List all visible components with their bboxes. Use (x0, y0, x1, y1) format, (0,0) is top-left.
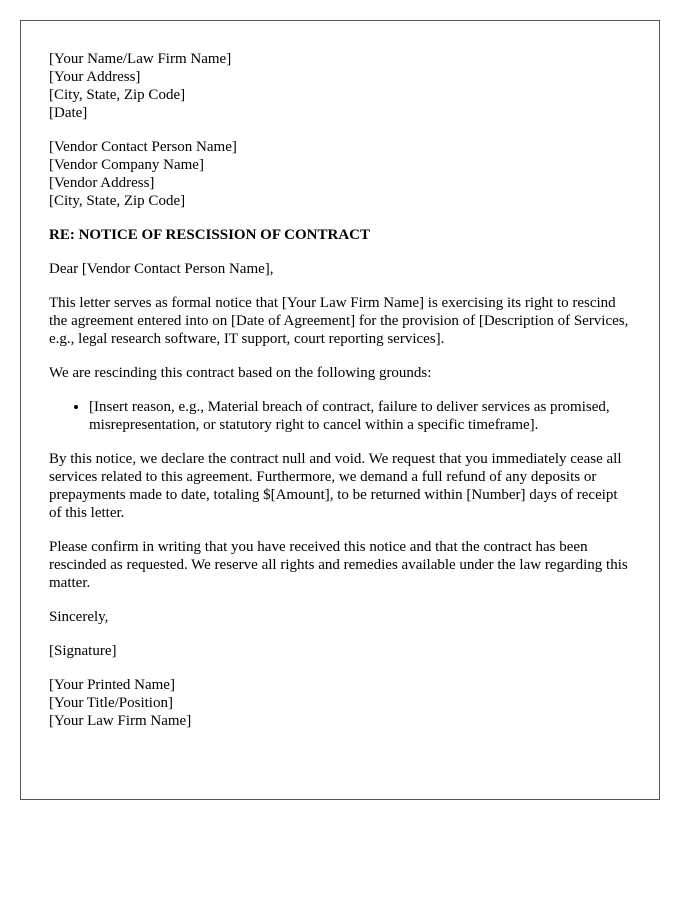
closing: Sincerely, (49, 609, 109, 625)
recipient-contact: [Vendor Contact Person Name] (49, 139, 237, 155)
recipient-address: [Vendor Address] (49, 175, 155, 191)
sender-city-state-zip: [City, State, Zip Code] (49, 87, 186, 103)
intro-paragraph: This letter serves as formal notice that [Your Law Firm Name] is exercising its right to rescind the agreement entered into on [Date of Agreement] for the provision of [Description of Services, e.g., legal research software, IT support, court reporting services]. (49, 295, 629, 347)
recipient-address-block (49, 138, 631, 210)
recipient-city-state-zip: [City, State, Zip Code] (49, 193, 186, 209)
signer-firm: [Your Law Firm Name] (49, 713, 192, 729)
demand-paragraph: By this notice, we declare the contract null and void. We request that you immediately cease all services related to this agreement. Furthermore, we demand a full refund of any deposits or prepayments made to date, totaling $[Amount], to be returned within [Number] days of receipt of this letter. (49, 451, 622, 521)
confirm-paragraph: Please confirm in writing that you have received this notice and that the contract has been rescinded as requested. We reserve all rights and remedies available under the law regarding this matter. (49, 539, 628, 591)
salutation: Dear [Vendor Contact Person Name], (49, 261, 274, 277)
recipient-company: [Vendor Company Name] (49, 157, 204, 173)
sender-name: [Your Name/Law Firm Name] (49, 51, 232, 67)
signer-title: [Your Title/Position] (49, 695, 173, 711)
signer-printed-name: [Your Printed Name] (49, 677, 175, 693)
subject-line: RE: NOTICE OF RESCISSION OF CONTRACT (49, 227, 371, 243)
signer-block (49, 676, 631, 730)
letter-page (20, 20, 660, 800)
sender-address-block (49, 50, 631, 122)
sender-address: [Your Address] (49, 69, 141, 85)
grounds-list (49, 398, 631, 434)
letter-date: [Date] (49, 105, 88, 121)
list-item: • [Insert reason, e.g., Material breach of contract, failure to deliver services as promised, misrepresentation, or statutory right to cancel within a specific timeframe]. (89, 398, 631, 434)
grounds-intro-paragraph: We are rescinding this contract based on the following grounds: (49, 365, 432, 381)
signature-placeholder: [Signature] (49, 643, 117, 659)
